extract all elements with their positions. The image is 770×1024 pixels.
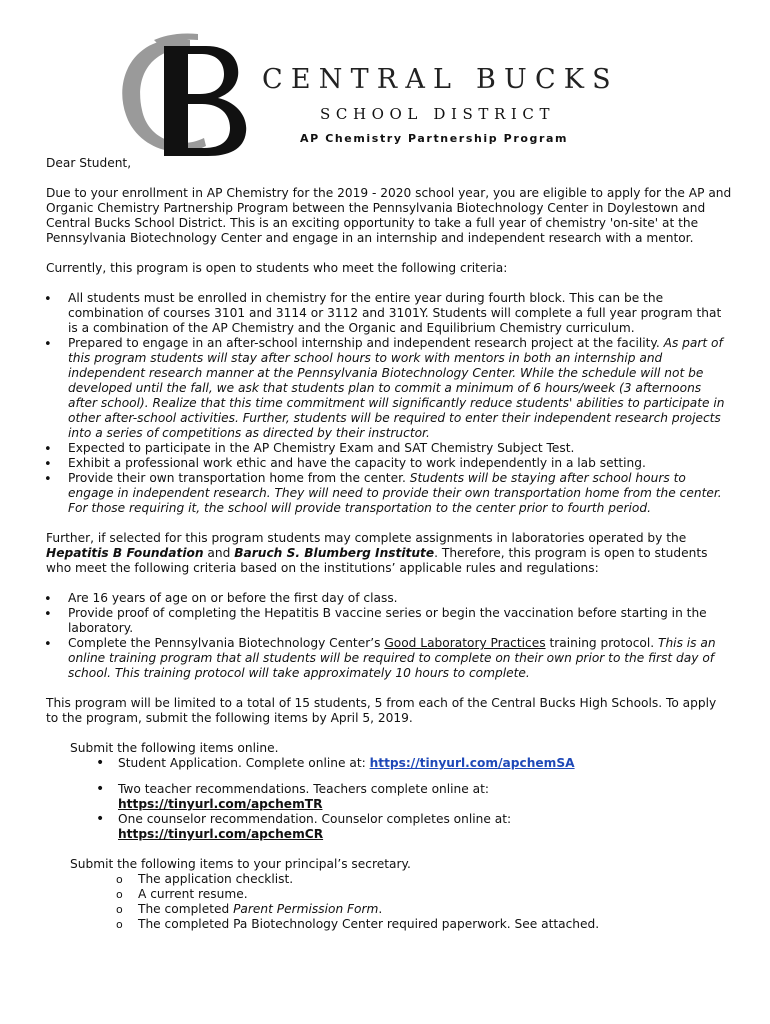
secretary-item: o The completed Pa Biotechnology Center required paperwork. See attached. xyxy=(116,917,732,932)
criteria-intro: Currently, this program is open to students who meet the following criteria: xyxy=(46,261,508,275)
online-items-list xyxy=(46,756,732,842)
secretary-item: o The application checklist. xyxy=(116,872,732,887)
letter-body xyxy=(46,156,732,932)
counselor-recommendation-link[interactable]: https://tinyurl.com/apchemCR xyxy=(118,827,324,841)
criteria-item: • Complete the Pennsylvania Biotechnology Center’s Good Laboratory Practices training protocol. This is an online training program that all students will be required to complete on their own prior to the first day of school. This training protocol will take approximately 10 hours to complete. xyxy=(46,636,732,681)
cb-logo xyxy=(118,30,258,160)
criteria-item: • All students must be enrolled in chemistry for the entire year during fourth block. This can be the combination of courses 3101 and 3114 or 3112 and 3101Y. Students will complete a full year program that is a combination of the AP Chemistry and the Organic and Equilibrium Chemistry curriculum. xyxy=(46,291,732,336)
program-title: AP Chemistry Partnership Program xyxy=(300,132,569,145)
criteria-item: • Provide proof of completing the Hepatitis B vaccine series or begin the vaccination before starting in the laboratory. xyxy=(46,606,732,636)
criteria-item: • Prepared to engage in an after-school internship and independent research project at the facility. As part of this program students will stay after school hours to work with mentors in both an internship and independent research manner at the Pennsylvania Biotechnology Center. While the schedule will not be developed until the fall, we ask that students plan to commit a minimum of 6 hours/week (3 afternoons after school). Realize that this time commitment will significantly reduce students' abilities to participate in other after-school activities. Further, students will be required to enter their independent research projects into a series of competitions as directed by their instructor. xyxy=(46,336,732,441)
criteria-item: • Are 16 years of age on or before the first day of class. xyxy=(46,591,732,606)
org-name-line2: SCHOOL DISTRICT xyxy=(320,105,556,123)
criteria-item: • Provide their own transportation home from the center. Students will be staying after school hours to engage in independent research. They will need to provide their own transportation home from the center. For those requiring it, the school will provide transportation to the center prior to fourth period. xyxy=(46,471,732,516)
limit-paragraph: This program will be limited to a total of 15 students, 5 from each of the Central Bucks High Schools. To apply to the program, submit the following items by April 5, 2019. xyxy=(46,696,717,725)
criteria-list xyxy=(46,291,732,516)
institution-criteria-list xyxy=(46,591,732,681)
org-name-line1: CENTRAL BUCKS xyxy=(262,64,619,95)
intro-paragraph: Due to your enrollment in AP Chemistry for the 2019 - 2020 school year, you are eligible to apply for the AP and Organic Chemistry Partnership Program between the Pennsylvania Biotechnology Center in Doylestown and Central Bucks School District. This is an exciting opportunity to take a full year of chemistry 'on-site' at the Pennsylvania Biotechnology Center and engage in an internship and independent research with a mentor. xyxy=(46,186,732,245)
teacher-recommendation-link[interactable]: https://tinyurl.com/apchemTR xyxy=(118,797,323,811)
further-paragraph: Further, if selected for this program students may complete assignments in laboratories operated by the Hepatitis B Foundation and Baruch S. Blumberg Institute. Therefore, this program is open to students who meet the following criteria based on the institutions’ applicable rules and regulations: xyxy=(46,531,708,575)
glp-link[interactable]: Good Laboratory Practices xyxy=(384,636,546,650)
secretary-items-heading: Submit the following items to your principal’s secretary. xyxy=(70,857,411,871)
online-item: • Student Application. Complete online at: https://tinyurl.com/apchemSA xyxy=(96,756,732,771)
online-items-heading: Submit the following items online. xyxy=(70,741,279,755)
salutation: Dear Student, xyxy=(46,156,132,170)
student-application-link[interactable]: https://tinyurl.com/apchemSA xyxy=(369,756,575,770)
logo-letter-b xyxy=(164,46,246,156)
online-item: • Two teacher recommendations. Teachers complete online at: https://tinyurl.com/apchemTR xyxy=(96,782,732,812)
secretary-items-list xyxy=(46,872,732,932)
criteria-item: • Exhibit a professional work ethic and have the capacity to work independently in a lab setting. xyxy=(46,456,732,471)
secretary-item: o The completed Parent Permission Form. xyxy=(116,902,732,917)
online-item: • One counselor recommendation. Counselor completes online at: https://tinyurl.com/apchemCR xyxy=(96,812,732,842)
secretary-item: o A current resume. xyxy=(116,887,732,902)
criteria-item: • Expected to participate in the AP Chemistry Exam and SAT Chemistry Subject Test. xyxy=(46,441,732,456)
